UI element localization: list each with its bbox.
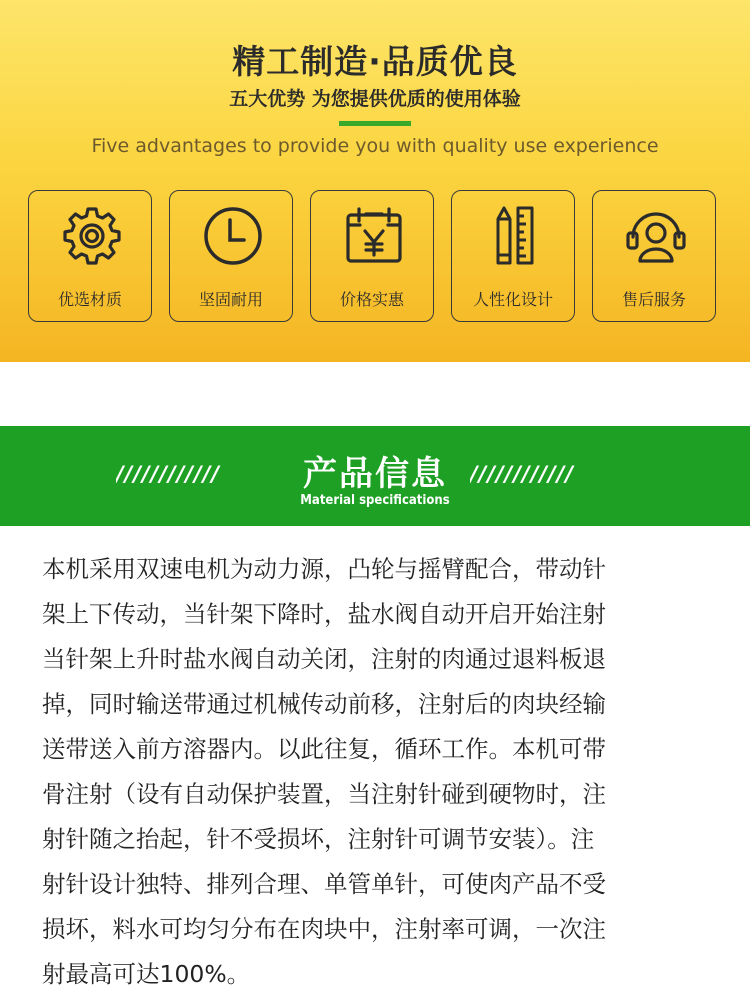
feature-card-durable (169, 190, 293, 322)
product-description (42, 547, 712, 997)
description-line: 损坏，料水可均匀分布在肉块中，注射率可调，一次注 (42, 915, 606, 943)
feature-label: 售后服务 (621, 290, 686, 309)
feature-card-service (592, 190, 716, 322)
description-line: 骨注射（设有自动保护装置，当注射针碰到硬物时，注 (42, 780, 606, 808)
banner-title: 产品信息 (303, 454, 447, 494)
feature-label: 价格实惠 (339, 290, 404, 309)
description-line: 架上下传动，当针架下降时，盐水阀自动开启开始注射 (42, 600, 606, 628)
feature-card-price (310, 190, 434, 322)
feature-label: 坚固耐用 (198, 290, 263, 309)
headset-icon (623, 203, 689, 269)
section-subtitle-english: Five advantages to provide you with quality use experience (91, 135, 659, 157)
feature-card-material (28, 190, 152, 322)
description-line: 掉，同时输送带通过机械传动前移，注射后的肉块经输 (42, 690, 606, 718)
feature-card-design (451, 190, 575, 322)
description-line: 当针架上升时盐水阀自动关闭，注射的肉通过退料板退 (42, 645, 606, 673)
gear-icon (59, 203, 125, 269)
pencil-ruler-icon (482, 203, 548, 269)
price-calendar-icon (341, 203, 407, 269)
description-line: 射针随之抬起，针不受损坏，注射针可调节安装）。注 (42, 825, 595, 853)
feature-label: 优选材质 (57, 290, 122, 309)
title-divider (339, 121, 411, 126)
banner-deco-left: //////////// (116, 462, 221, 486)
clock-icon (200, 203, 266, 269)
section-title: 精工制造·品质优良 (232, 42, 518, 81)
description-line: 射最高可达100%。 (42, 960, 251, 988)
description-line: 射针设计独特、排列合理、单管单针，可使肉产品不受 (42, 870, 606, 898)
description-line: 送带送入前方溶器内。以此往复，循环工作。本机可带 (42, 735, 606, 763)
description-line: 本机采用双速电机为动力源，凸轮与摇臂配合，带动针 (42, 555, 606, 583)
advantages-section (0, 0, 750, 362)
banner-subtitle: Material specifications (300, 493, 450, 508)
banner-deco-right: //////////// (470, 462, 575, 486)
feature-label: 人性化设计 (472, 290, 553, 309)
section-subtitle: 五大优势 为您提供优质的使用体验 (229, 88, 521, 110)
